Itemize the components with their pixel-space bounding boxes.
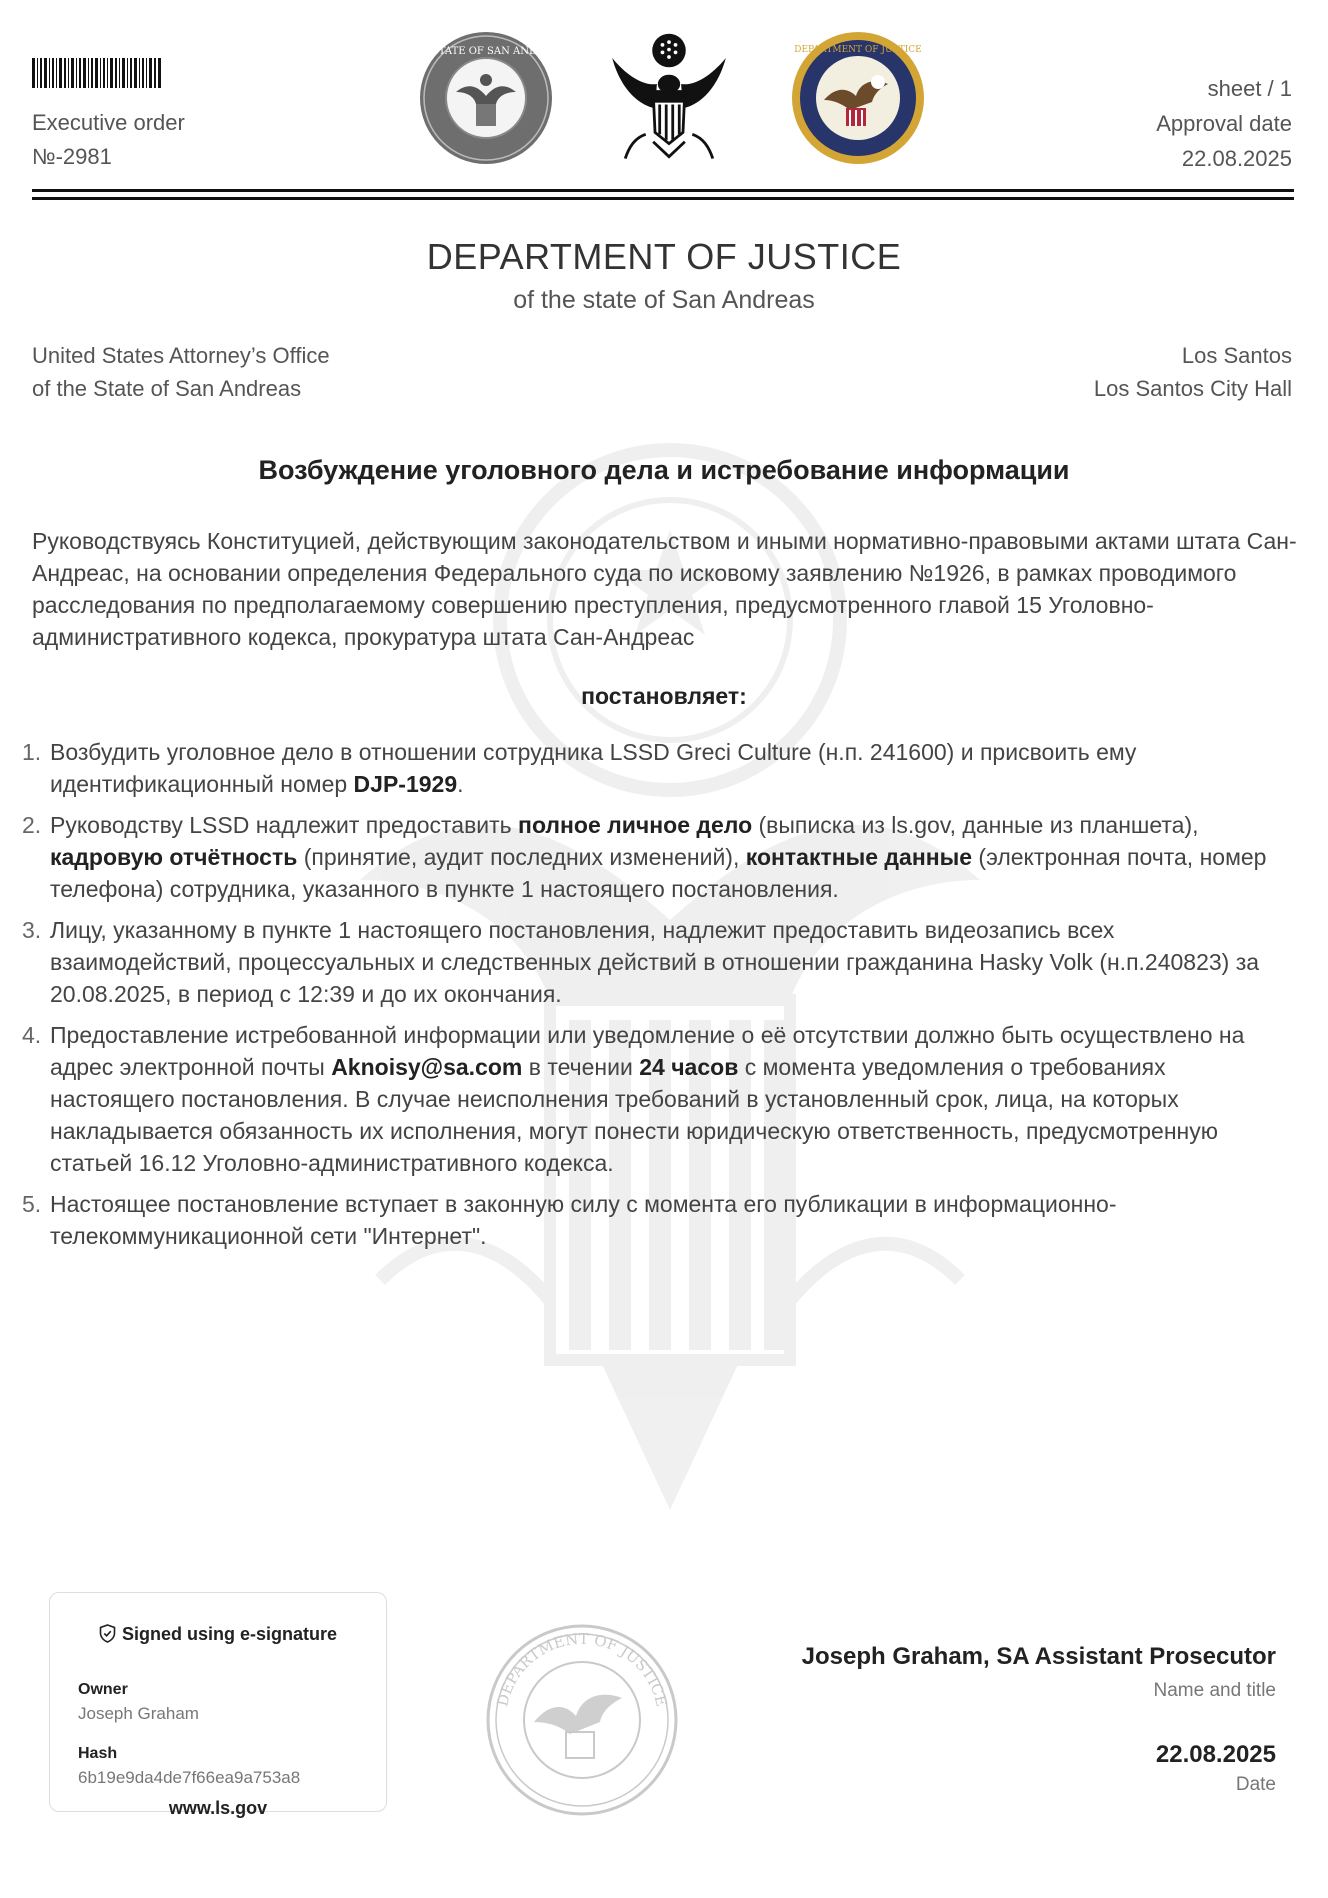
document-title: Возбуждение уголовного дела и истребование информации <box>258 455 1070 485</box>
office-location <box>1094 339 1292 405</box>
issuing-office-line2: of the State of San Andreas <box>32 376 302 401</box>
item-text: . <box>457 771 464 797</box>
item-text: с момента уведомления о требованиях настоящего постановления. В случае неисполнения требований в установленный срок, лица, на которых накладывается обязанность их исполнения, могут понести юридическую ответственность, предусмотренную статьей 16.12 Уголовно-административного кодекса. <box>50 1054 1219 1176</box>
signature-date-label: Date <box>1235 1774 1276 1795</box>
e-signature-heading <box>50 1624 386 1645</box>
shield-check-icon <box>99 1624 116 1643</box>
list-item <box>22 736 1294 800</box>
signature-date: 22.08.2025 <box>1155 1741 1276 1768</box>
doj-seal-text: DEPARTMENT OF JUSTICE <box>794 45 922 55</box>
sheet-number: sheet / 1 <box>1207 76 1292 101</box>
e-signature-card <box>49 1592 387 1818</box>
issuing-office-line1: United States Attorney’s Office <box>32 343 330 368</box>
owner-value: Joseph Graham <box>78 1704 199 1723</box>
doj-seal-icon <box>790 30 926 166</box>
approval-date-label: Approval date <box>1156 111 1292 136</box>
item-text: Настоящее постановление вступает в законную силу с момента его публикации в информационно-телекоммуникационной сети "Интернет". <box>50 1191 1117 1249</box>
barcode-icon <box>32 58 162 88</box>
item-number: 5. <box>22 1191 42 1217</box>
order-header <box>32 106 185 174</box>
hash-value: 6b19e9da4de7f66ea9a753a8 <box>78 1768 301 1787</box>
item-text: (электронная почта, номер телефона) сотрудника, указанного в пункте 1 настоящего постановления. <box>50 844 1267 902</box>
header-divider-top <box>32 189 1294 192</box>
item-emphasis: полное личное дело <box>518 812 753 838</box>
item-text: в течении <box>522 1054 640 1080</box>
decision-heading: постановляет: <box>581 683 747 709</box>
issuing-office <box>32 339 330 405</box>
item-text: Лицу, указанному в пункте 1 настоящего постановления, надлежит предоставить видеозапись всех взаимодействий, процессуальных и следственных действий в отношении гражданина Hasky Volk (н.п.240823) за 20.08.2025, в период с 12:39 и до их окончания. <box>50 917 1260 1007</box>
contact-email: Aknoisy@sa.com <box>331 1054 523 1080</box>
eagle-emblem-icon <box>604 30 734 166</box>
svg-text:DEPARTMENT OF JUSTICE <box>493 1630 670 1708</box>
item-text: Предоставление истребованной информации или уведомление о её отсутствии должно быть осуществлено на адрес электронной почты <box>50 1022 1245 1080</box>
office-location-city: Los Santos <box>1181 343 1292 368</box>
item-number: 1. <box>22 739 42 765</box>
item-text: (выписка из ls.gov, данные из планшета), <box>752 812 1199 838</box>
item-text: (принятие, аудит последних изменений), <box>297 844 746 870</box>
department-title: DEPARTMENT OF JUSTICE <box>426 236 902 277</box>
item-text: Возбудить уголовное дело в отношении сотрудника LSSD Greci Culture (н.п. 241600) и присвоить ему идентификационный номер <box>50 739 1137 797</box>
deadline: 24 часов <box>639 1054 739 1080</box>
e-signature-heading-text: Signed using e-signature <box>121 1624 338 1644</box>
state-seal-text: THE STATE OF SAN ANDREAS <box>406 46 566 57</box>
preamble-paragraph: Руководствуясь Конституцией, действующим законодательством и иными нормативно-правовыми актами штата Сан-Андреас, на основании определения Федерального суда по исковому заявлению №1926, в рамках проводимого расследования по предполагаемому совершению преступления, предусмотренного главой 15 Уголовно-административного кодекса, прокуратура штата Сан-Андреас <box>32 528 1297 650</box>
signature-website-link[interactable]: www.ls.gov <box>168 1798 268 1818</box>
header-divider-bottom <box>32 197 1294 200</box>
resolution-list <box>22 736 1294 1261</box>
order-number: №-2981 <box>32 144 112 169</box>
list-item <box>22 809 1294 905</box>
hash-label: Hash <box>78 1745 118 1762</box>
list-item <box>22 1188 1294 1252</box>
item-emphasis: контактные данные <box>745 844 973 870</box>
approval-date: 22.08.2025 <box>1181 146 1292 171</box>
case-id: DJP-1929 <box>353 771 458 797</box>
approval-header <box>1156 71 1292 176</box>
stamp-text: DEPARTMENT OF JUSTICE <box>493 1629 671 1709</box>
item-number: 2. <box>22 812 42 838</box>
state-seal-icon <box>406 30 566 166</box>
item-text: Руководству LSSD надлежит предоставить <box>50 812 519 838</box>
list-item <box>22 1019 1294 1179</box>
signatory-name-label: Name and title <box>1153 1680 1276 1701</box>
doj-stamp-icon <box>484 1622 680 1818</box>
item-number: 3. <box>22 917 42 943</box>
signatory-name: Joseph Graham, SA Assistant Prosecutor <box>801 1643 1276 1670</box>
item-emphasis: кадровую отчётность <box>50 844 298 870</box>
office-location-building: Los Santos City Hall <box>1093 376 1292 401</box>
department-subtitle: of the state of San Andreas <box>513 286 815 314</box>
item-number: 4. <box>22 1022 42 1048</box>
list-item <box>22 914 1294 1010</box>
order-type: Executive order <box>32 110 185 135</box>
owner-label: Owner <box>78 1681 128 1698</box>
